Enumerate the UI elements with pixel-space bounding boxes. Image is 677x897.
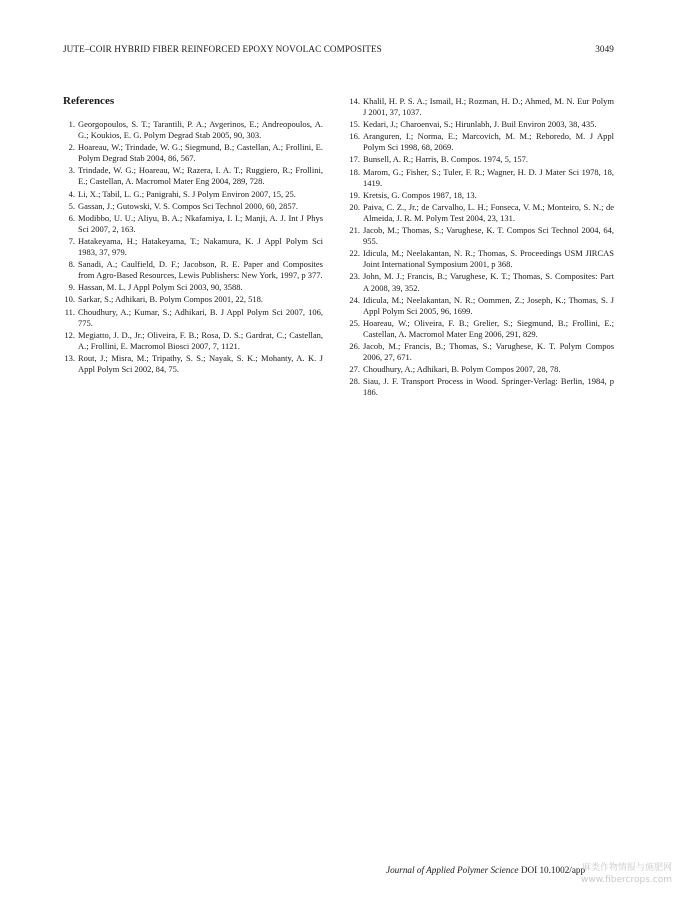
reference-number: 17. [349,154,360,165]
page-footer [386,865,585,875]
reference-text: Jacob, M.; Thomas, S.; Varughese, K. T. Compos Sci Technol 2004, 64, 955. [363,225,614,247]
page-number: 3049 [595,44,614,54]
reference-item [63,236,323,258]
reference-item [63,259,323,281]
reference-text: Hatakeyama, H.; Hatakeyama, T.; Nakamura, K. J Appl Polym Sci 1983, 37, 979. [78,235,323,258]
reference-text: Choudhury, A.; Kumar, S.; Adhikari, B. J Appl Polym Sci 2007, 106, 775. [78,306,323,328]
reference-text: Idicula, M.; Neelakantan, N. R.; Thomas, S. Proceedings USM JIRCAS Joint International Symposium 2001, p 368. [363,248,614,270]
reference-number: 22. [349,248,360,259]
reference-text: Trindade, W. G.; Hoareau, W.; Razera, I. A. T.; Ruggiero, R.; Frollini, E.; Castellan, A. Macromol Mater Eng 2004, 289, 728. [78,165,323,187]
reference-text: Sarkar, S.; Adhikari, B. Polym Compos 2001, 22, 518. [78,294,264,305]
doi: DOI 10.1002/app [520,865,586,875]
reference-number: 26. [349,340,360,351]
reference-number: 5. [68,200,75,211]
reference-list [348,96,614,398]
reference-number: 23. [349,271,360,282]
reference-number: 1. [68,119,75,129]
reference-number: 27. [349,364,360,375]
reference-number: 28. [349,376,360,387]
reference-text: Modibbo, U. U.; Aliyu, B. A.; Nkafamiya, I. I.; Manji, A. J. Int J Phys Sci 2007, 2, 163. [78,212,323,234]
reference-item [63,189,323,200]
reference-number: 18. [349,166,360,177]
reference-number: 25. [349,317,360,328]
reference-item [348,119,614,130]
reference-item [63,353,323,375]
reference-number: 9. [68,282,75,293]
reference-number: 10. [64,294,75,305]
references-left-column [63,119,323,376]
reference-list [63,119,323,375]
reference-text: Choudhury, A.; Adhikari, B. Polym Compos 2007, 28, 78. [363,364,561,375]
reference-number: 20. [349,201,360,212]
reference-item [63,307,323,329]
reference-text: Jacob, M.; Francis, B.; Thomas, S.; Varughese, K. T. Polym Compos 2006, 27, 671. [363,340,614,363]
reference-number: 11. [64,306,75,317]
reference-item [63,294,323,305]
reference-item [348,167,614,189]
reference-item [63,330,323,352]
reference-text: Hassan, M. L. J Appl Polym Sci 2003, 90, 3588. [78,282,243,293]
reference-text: Rout, J.; Misra, M.; Tripathy, S. S.; Nayak, S. K.; Mohanty, A. K. J Appl Polym Sci 2002, 84, 75. [78,352,323,374]
reference-item [348,225,614,247]
reference-text: Sanadi, A.; Caulfield, D. F.; Jacobson, R. E. Paper and Composites from Agro-Based Resources, Lewis Publishers: New York, 1997, p 377. [78,259,323,281]
reference-text: Marom, G.; Fisher, S.; Tuler, F. R.; Wagner, H. D. J Mater Sci 1978, 18, 1419. [363,166,614,188]
reference-number: 8. [68,259,75,270]
reference-number: 12. [64,329,75,340]
reference-item [348,131,614,153]
reference-text: Kretsis, G. Compos 1987, 18, 13. [363,189,477,200]
reference-number: 2. [68,142,75,153]
watermark [560,862,672,886]
reference-item [348,202,614,224]
reference-text: Kedari, J.; Charoenvai, S.; Hirunlabh, J. Buil Environ 2003, 38, 435. [363,119,597,130]
reference-item [348,271,614,293]
reference-text: Khalil, H. P. S. A.; Ismail, H.; Rozman, H. D.; Ahmed, M. N. Eur Polym J 2001, 37, 1037. [363,96,614,118]
reference-number: 14. [349,96,360,106]
reference-item [348,96,614,118]
reference-text: Paiva, C. Z., Jr.; de Carvalho, L. H.; Fonseca, V. M.; Monteiro, S. N.; de Almeida, J. R. M. Polym Test 2004, 23, 131. [363,201,614,223]
reference-text: Aranguren, I.; Norma, E.; Marcovich, M. M.; Reboredo, M. J Appl Polym Sci 1998, 68, 2069. [363,131,614,153]
reference-text: Hoareau, W.; Trindade, W. G.; Siegmund, B.; Castellan, A.; Frollini, E. Polym Degrad Stab 2004, 86, 567. [78,142,323,164]
watermark-url: www.fibercrops.com [581,875,672,885]
reference-item [348,341,614,363]
reference-text: John, M. J.; Francis, B.; Varughese, K. T.; Thomas, S. Composites: Part A 2008, 39, 352. [363,271,614,293]
reference-item [63,282,323,293]
reference-item [63,213,323,235]
reference-number: 7. [68,235,75,246]
reference-number: 6. [68,212,75,223]
reference-text: Idicula, M.; Neelakantan, N. R.; Oommen, Z.; Joseph, K.; Thomas, S. J Appl Polym Sci 2005, 96, 1699. [363,294,614,316]
reference-number: 13. [64,352,75,363]
reference-text: Gassan, J.; Gutowski, V. S. Compos Sci Technol 2000, 60, 2857. [78,200,298,211]
reference-item [63,165,323,187]
watermark-line: 麻类作物情报与施肥网 [581,863,672,873]
reference-number: 24. [349,294,360,305]
reference-item [348,364,614,375]
reference-item [348,376,614,398]
reference-text: Megiatto, J. D., Jr.; Oliveira, F. B.; Rosa, D. S.; Gardrat, C.; Castellan, A.; Frollini, E. Macromol Biosci 2007, 7, 1121. [78,329,323,351]
reference-item [63,142,323,164]
reference-number: 21. [349,225,360,236]
reference-item [63,119,323,141]
reference-number: 19. [349,189,360,200]
reference-number: 16. [349,131,360,142]
reference-number: 15. [349,119,360,130]
journal-name: Journal of Applied Polymer Science [386,865,519,875]
reference-item [348,318,614,340]
references-right-column [348,96,614,399]
reference-item [348,190,614,201]
reference-text: Bunsell, A. R.; Harris, B. Compos. 1974, 5, 157. [363,154,529,165]
reference-text: Li, X.; Tabil, L. G.; Panigrahi, S. J Polym Environ 2007, 15, 25. [78,188,296,199]
reference-item [348,295,614,317]
reference-item [348,248,614,270]
reference-item [348,154,614,165]
reference-text: Siau, J. F. Transport Process in Wood. Springer-Verlag: Berlin, 1984, p 186. [363,376,614,398]
reference-text: Georgopoulos, S. T.; Tarantili, P. A.; Avgerinos, E.; Andreopoulos, A. G.; Koukios, E. G. Polym Degrad Stab 2005, 90, 303. [78,119,323,141]
reference-item [63,201,323,212]
reference-number: 4. [68,188,75,199]
references-heading: References [63,95,115,107]
reference-text: Hoareau, W.; Oliveira, F. B.; Grelier, S.; Siegmund, B.; Frollini, E.; Castellan, A. Macromol Mater Eng 2006, 291, 829. [363,317,614,339]
reference-number: 3. [68,165,75,176]
running-head-title: JUTE–COIR HYBRID FIBER REINFORCED EPOXY NOVOLAC COMPOSITES [63,44,382,54]
